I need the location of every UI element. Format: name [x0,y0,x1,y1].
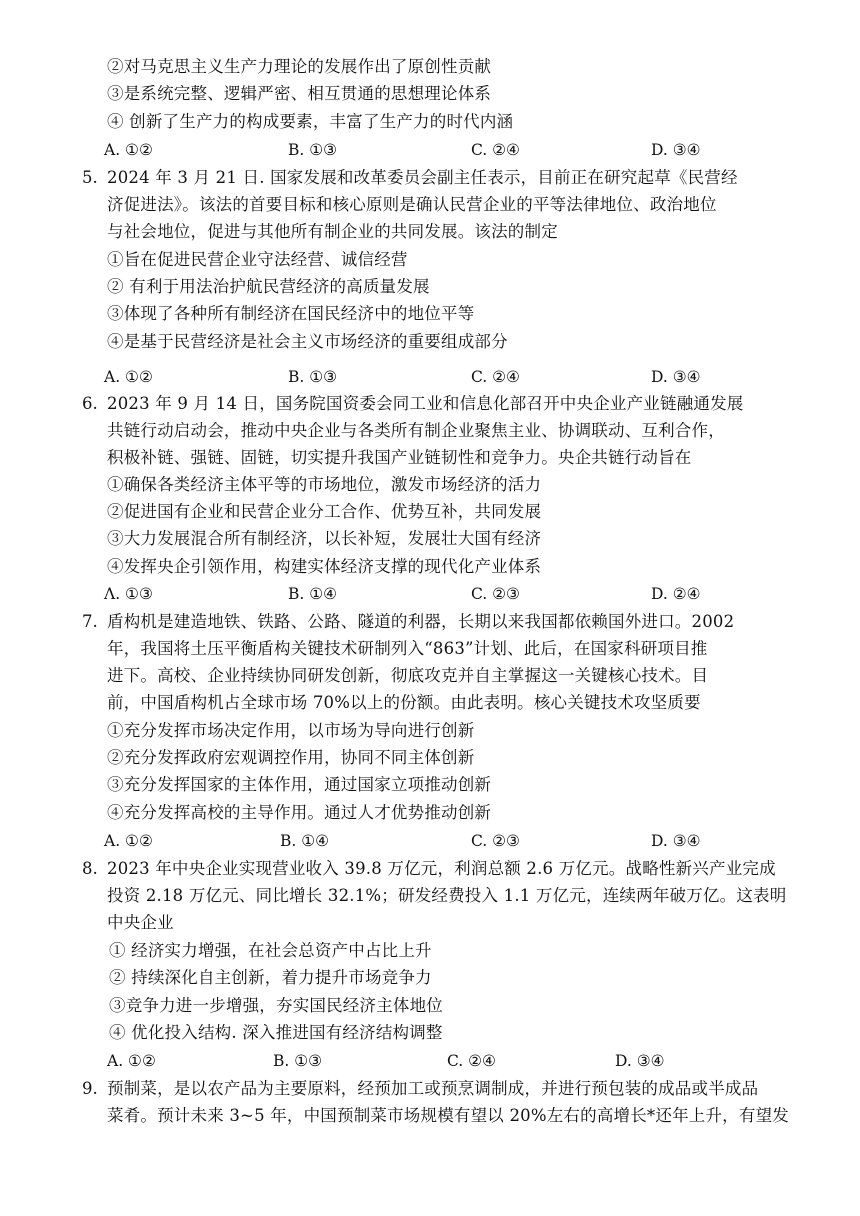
q7-stem-line-2: 年，我国将土压平衡盾构关键技术研制列入“863”计划、此后，在国家科研项目推 [107,639,708,658]
q9-stem-line-2: 菜肴。预计未来 3~5 年，中国预制菜市场规模有望以 20%左右的高增长*还年上升，有望发 [107,1106,789,1125]
q6-option-c[interactable]: C. ②③ [471,585,520,603]
q8-option-d[interactable]: D. ③④ [615,1052,665,1070]
q7-option-a[interactable]: A. ①② [104,832,153,850]
q8-option-c[interactable]: C. ②④ [447,1052,496,1070]
q8-option-b[interactable]: B. ①③ [273,1052,323,1070]
q8-stem-line-1: 2023 年中央企业实现营业收入 39.8 万亿元，利润总额 2.6 万亿元。战略性新兴产业完成 [107,859,776,878]
q5-item-3: ③体现了各种所有制经济在国民经济中的地位平等 [107,304,475,323]
q7-item-2: ②充分发挥政府宏观调控作用，协同不同主体创新 [107,748,475,767]
q8-stem-line-3: 中央企业 [107,913,174,932]
q7-item-3: ③充分发挥国家的主体作用，通过国家立项推动创新 [107,775,492,794]
q8-item-3: ③竞争力进一步增强，夯实国民经济主体地位 [109,996,443,1015]
q6-item-1: ①确保各类经济主体平等的市场地位，激发市场经济的活力 [107,475,542,494]
q6-number: 6. [82,394,98,413]
q5-option-a[interactable]: A. ①② [104,368,153,386]
q9-number: 9. [82,1079,98,1098]
q4-option-b[interactable]: B. ①③ [288,141,338,159]
q7-stem-line-1: 盾构机是建造地铁、铁路、公路、隧道的利器，长期以来我国都依赖国外进口。2002 [107,612,735,631]
q5-option-d[interactable]: D. ③④ [651,368,701,386]
q4-option-c[interactable]: C. ②④ [471,141,520,159]
q6-item-4: ④发挥央企引领作用，构建实体经济支撑的现代化产业体系 [107,557,542,576]
q6-stem-line-3: 积极补链、强链、固链，切实提升我国产业链韧性和竞争力。央企共链行动旨在 [107,448,692,467]
q5-option-c[interactable]: C. ②④ [471,368,520,386]
q8-item-2: ② 持续深化自主创新，着力提升市场竞争力 [109,968,432,987]
q7-item-4: ④充分发挥高校的主导作用。通过人才优势推动创新 [107,803,492,822]
q7-option-c[interactable]: C. ②③ [471,832,520,850]
q4-option-d[interactable]: D. ③④ [651,141,701,159]
q6-option-b[interactable]: B. ①④ [288,585,338,603]
q7-number: 7. [82,612,98,631]
q7-stem-line-3: 进下。高校、企业持续协同研发创新，彻底攻克并自主掌握这一关键核心技术。目 [107,666,709,685]
q6-option-d[interactable]: D. ②④ [651,585,701,603]
q6-option-a[interactable]: Λ. ①③ [104,585,153,603]
q5-stem-line-3: 与社会地位，促进与其他所有制企业的共同发展。该法的制定 [107,222,558,241]
q4-item-4: ④ 创新了生产力的构成要素，丰富了生产力的时代内涵 [107,112,514,131]
q8-number: 8. [82,859,98,878]
q6-stem-line-1: 2023 年 9 月 14 日，国务院国资委会同工业和信息化部召开中央企业产业链融通发展 [107,394,744,413]
q8-item-1: ① 经济实力增强，在社会总资产中占比上升 [109,941,432,960]
q4-option-a[interactable]: A. ①② [104,141,153,159]
q8-item-4: ④ 优化投入结构. 深入推进国有经济结构调整 [109,1023,443,1042]
q4-item-2: ②对马克思主义生产力理论的发展作出了原创性贡献 [107,57,492,76]
q7-option-d[interactable]: D. ③④ [651,832,701,850]
q5-stem-line-1: 2024 年 3 月 21 日. 国家发展和改革委员会副主任表示，目前正在研究起草《民营经 [107,168,738,187]
q8-option-a[interactable]: A. ①② [107,1052,156,1070]
q7-option-b[interactable]: B. ①④ [280,832,330,850]
q5-item-2: ② 有利于用法治护航民营经济的高质量发展 [107,277,430,296]
q5-stem-line-2: 济促进法》。该法的首要目标和核心原则是确认民营企业的平等法律地位、政治地位 [107,195,717,214]
q6-item-2: ②促进国有企业和民营企业分工合作、优势互补，共同发展 [107,502,542,521]
q5-option-b[interactable]: B. ①③ [288,368,338,386]
q8-stem-line-2: 投资 2.18 万亿元、同比增长 32.1%；研发经费投入 1.1 万亿元，连续两年破万亿。这表明 [107,886,787,905]
q5-number: 5. [82,168,98,187]
q9-stem-line-1: 预制菜，是以农产品为主要原料，经预加工或预烹调制成，并进行预包装的成品或半成品 [107,1079,759,1098]
q5-item-4: ④是基于民营经济是社会主义市场经济的重要组成部分 [107,332,508,351]
q4-item-3: ③是系统完整、逻辑严密、相互贯通的思想理论体系 [107,84,492,103]
q7-item-1: ①充分发挥市场决定作用，以市场为导向进行创新 [107,721,475,740]
q7-stem-line-4: 前，中国盾构机占全球市场 70%以上的份额。由此表明。核心关键技术攻坚质要 [107,693,701,712]
q6-stem-line-2: 共链行动启动会，推动中央企业与各类所有制企业聚焦主业、协调联动、互利合作， [107,421,725,440]
q5-item-1: ①旨在促进民营企业守法经营、诚信经营 [107,250,408,269]
q6-item-3: ③大力发展混合所有制经济，以长补短，发展壮大国有经济 [107,529,542,548]
